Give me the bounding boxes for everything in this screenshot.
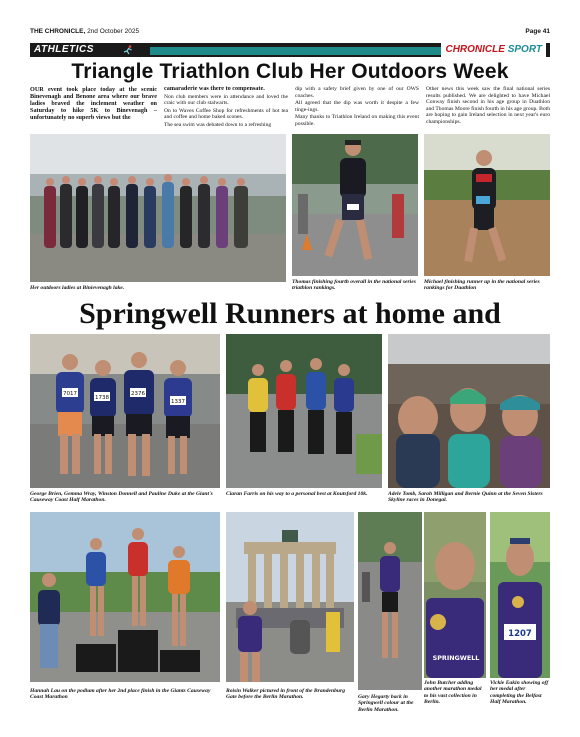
page-header: [30, 26, 550, 38]
caption-causeway-group: George Brien, Gemma Wray, Winston Donnell and Pauline Duke at the Giant's Causeway Coast Half Marathon.: [30, 491, 213, 504]
photo-brandenburg-gate: [226, 512, 354, 682]
caption-vickie: Vickie Eakin showing off her medal after completing the Belfast Half Marathon.: [490, 680, 549, 706]
caption-ladies-group: Her outdoors ladies at Binievenagh lake.: [30, 285, 125, 291]
caption-thomas: Thomas finishing fourth overall in the national series triathlon rankings.: [292, 279, 416, 292]
caption-gary: Gary Hegarty back in Springwell colour at the Berlin Marathon.: [358, 694, 414, 713]
bib-number: 1738: [95, 395, 109, 401]
brand-logo: CHRONICLE SPORT: [441, 43, 546, 57]
photo-ladies-group: [30, 134, 286, 282]
bib-number: 1207: [508, 629, 532, 639]
caption-hannah: Hannah Lau on the podium after her 2nd place finish in the Giants Causeway Coast Marathon: [30, 688, 211, 701]
runner-icon: [122, 45, 134, 55]
photo-hannah-podium: [30, 512, 220, 682]
shirt-lettering: SPRINGWELL: [432, 654, 480, 662]
bib-number: 1337: [171, 399, 185, 405]
photo-knutsford-10k: [226, 334, 382, 488]
publication-name: THE CHRONICLE,: [30, 28, 86, 35]
section-bar: [30, 43, 550, 57]
photo-vickie-belfast: [490, 512, 550, 678]
body-column-3: dip with a safety brief given by one of our OWS coaches. All agreed that the dip was worth it despite a few tinge-ings. Many thanks to Triathlon Ireland on making this event possible.: [295, 86, 419, 127]
caption-roisin: Roisin Walker pictured in front of the Brandenburg Gate before the Berlin Marathon.: [226, 688, 345, 701]
article-headline-triathlon: Triangle Triathlon Club Her Outdoors Week: [71, 60, 509, 83]
body-column-2: camaraderie was there to compensate. Non club members were in attendance and loved the craic with our club stalwarts. On to Waves Coffee Shop for refreshments of hot tea and coffee and home baked scones. The sea swim was debated down to a refreshing: [164, 85, 288, 128]
photo-thomas-triathlon: [292, 134, 418, 276]
bib-number: 2376: [131, 391, 145, 397]
page-number: Page 41: [525, 28, 550, 35]
photo-causeway-group: [30, 334, 220, 488]
body-column-4: Other news this week saw the final national series results published. We are delighted to have Michael Conway finish second in his age group in Duathlon and Thomas Moore finish fourth in his age group. Both are hoping to gain Ireland selection in next year's euro championships.: [426, 86, 550, 125]
article-body-triathlon: [30, 86, 550, 132]
section-rule: [150, 47, 455, 55]
article-headline-springwell: Springwell Runners at home and: [79, 297, 501, 330]
caption-seven-sisters: Adele Tomb, Sarah Milligan and Bernie Quinn at the Seven Sisters Skyline races in Donegal.: [388, 491, 543, 504]
caption-knutsford: Ciaran Farris on his way to a personal best at Knutsford 10k.: [226, 491, 368, 497]
caption-john: John Butcher adding another marathon medal to his vast collection in Berlin.: [424, 680, 482, 706]
caption-michael: Michael finishing runner up in the national series rankings for Duathlon: [424, 279, 540, 292]
issue-date: 2nd October 2025: [87, 28, 140, 35]
section-label: ATHLETICS: [34, 44, 94, 55]
photo-seven-sisters: [388, 334, 550, 488]
body-column-1: OUR event took place today at the scenic Binevenagh and Benone area where our brave ladies braved the inclement weather on Saturday to hike 5K to Binevenagh – unfortunately no superb views but the: [30, 86, 157, 121]
photo-john-medal: [424, 512, 486, 678]
bib-number: 7017: [63, 391, 77, 397]
photo-michael-duathlon: [424, 134, 550, 276]
photo-gary-berlin: [358, 512, 422, 690]
